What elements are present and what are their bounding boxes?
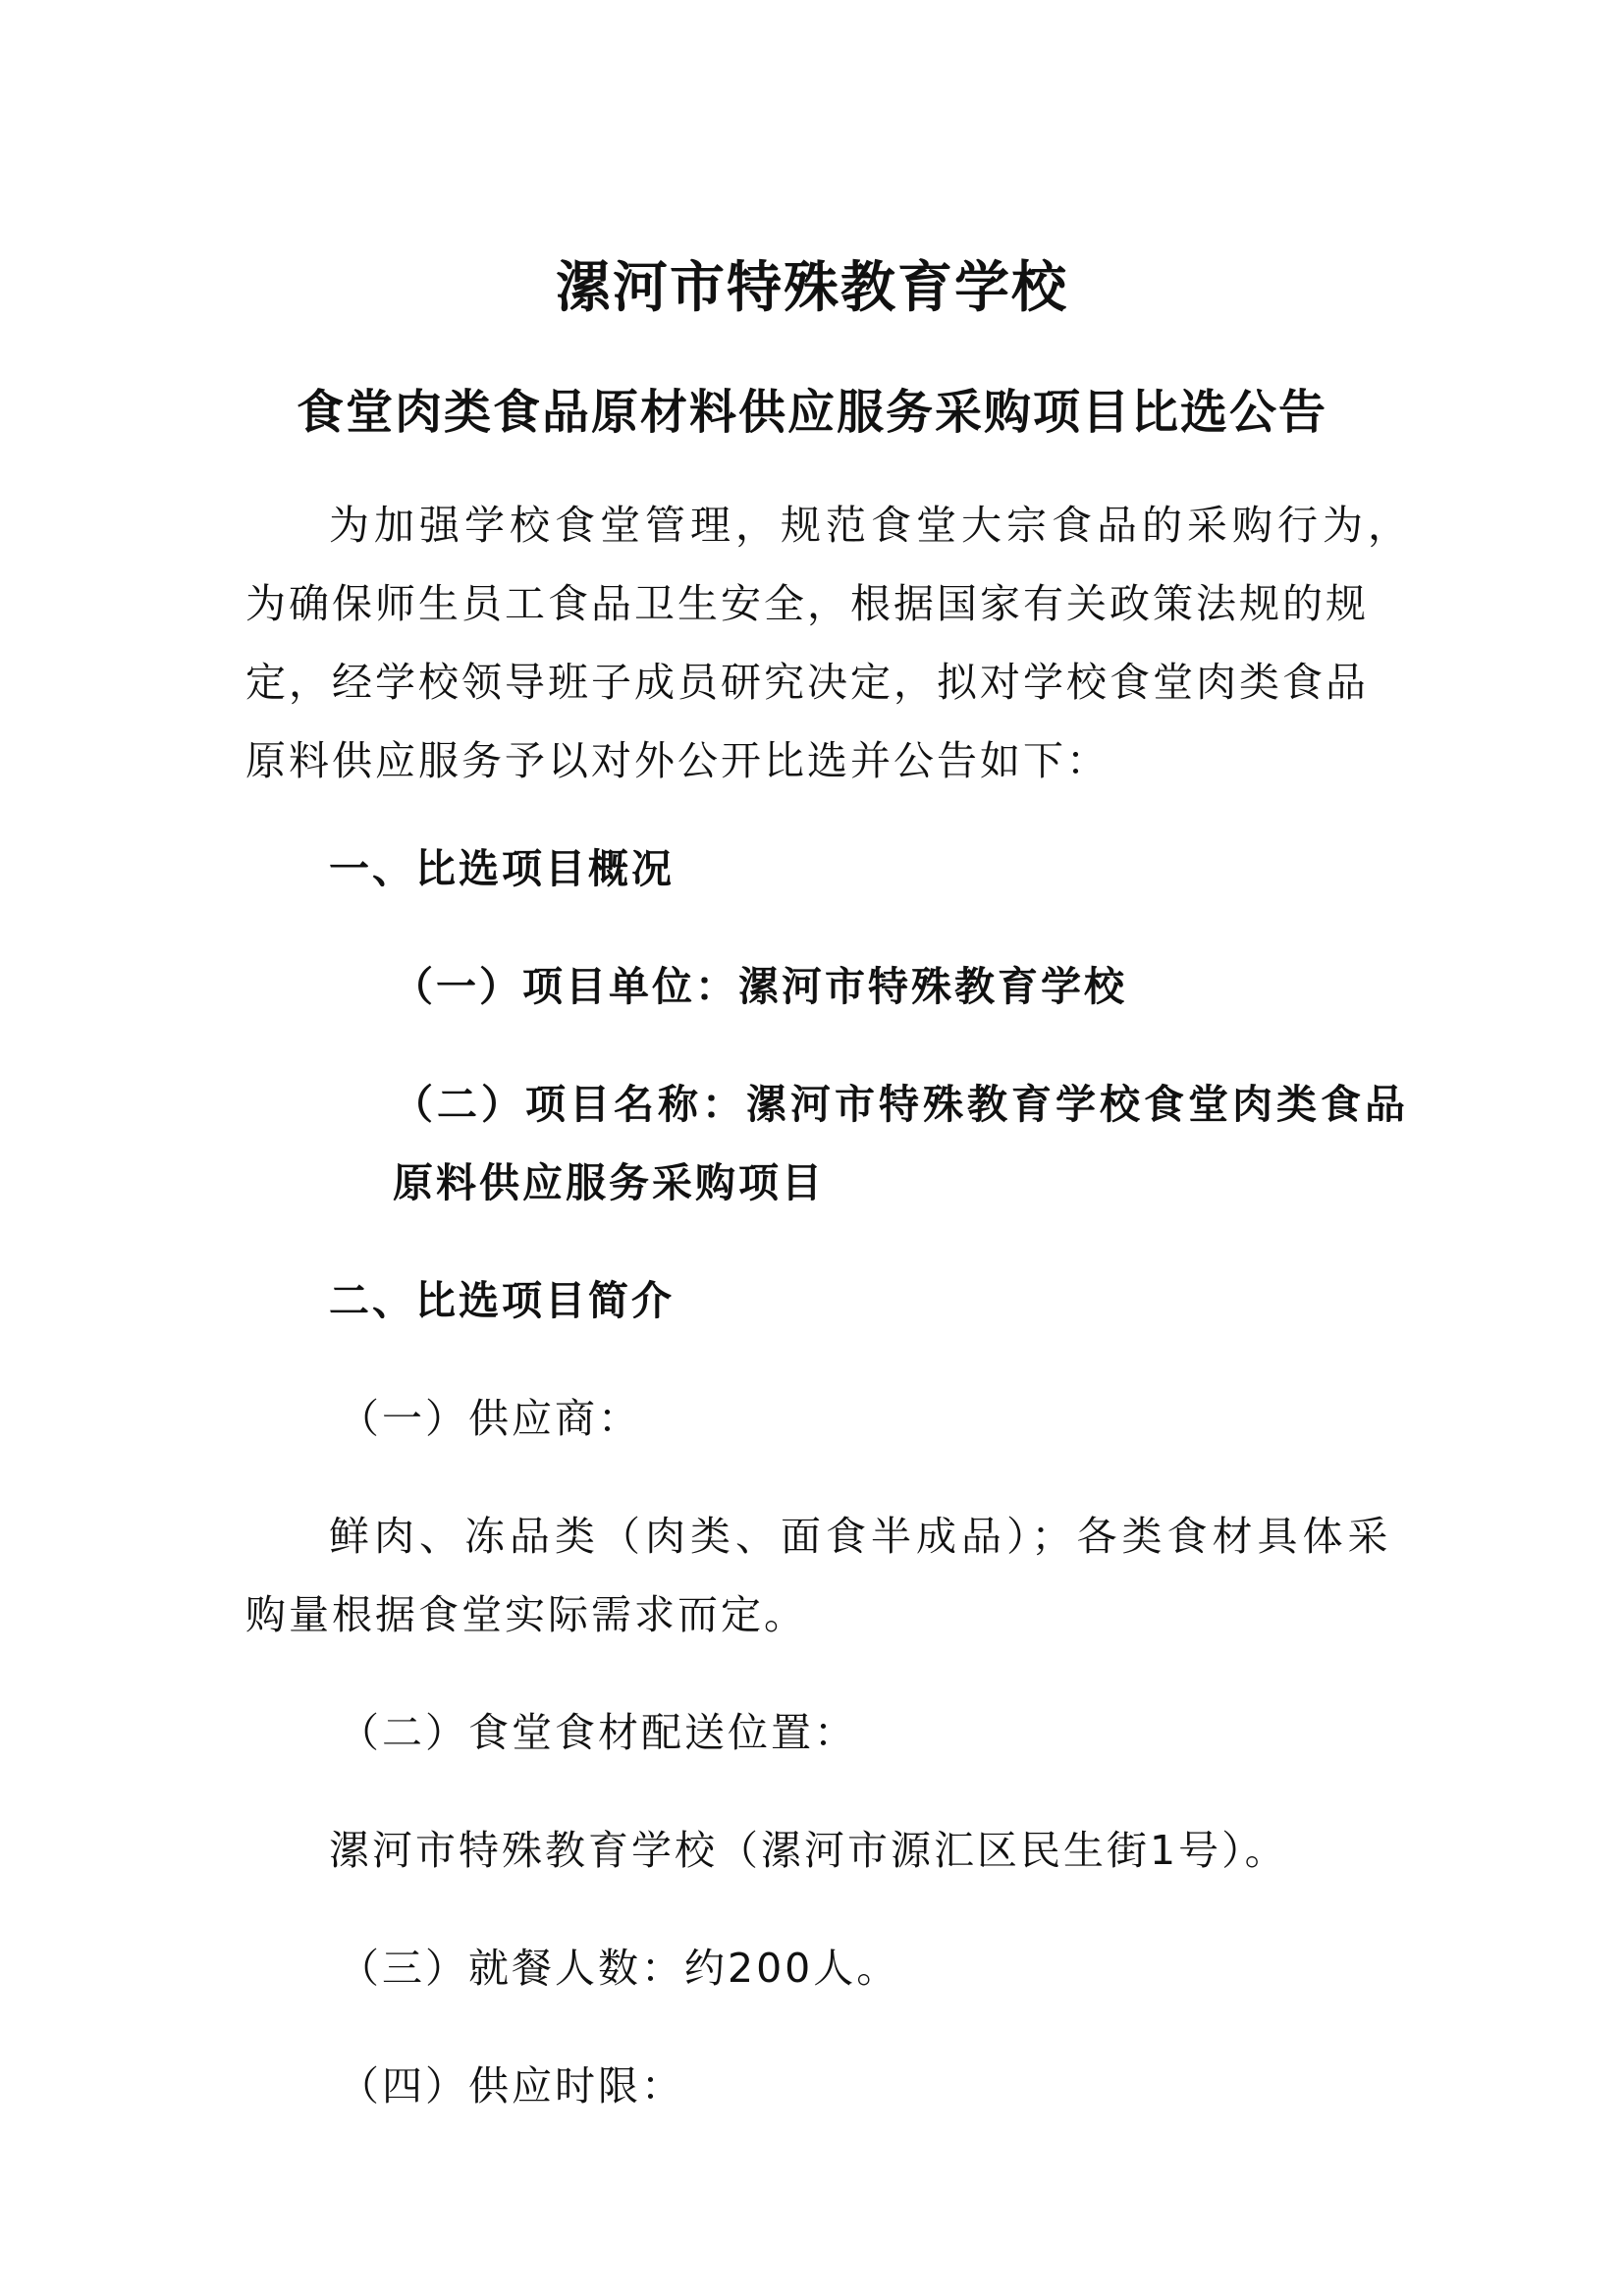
document-title: 漯河市特殊教育学校 (556, 255, 1068, 320)
intro-line-4: 原料供应服务予以对外公开比选并公告如下： (245, 737, 1110, 784)
section-2-sub-4: （四）供应时限： (339, 2062, 684, 2109)
section-2-sub-2: （二）食堂食材配送位置： (339, 1709, 857, 1756)
section-1-item-2-line-1: （二）项目名称：漯河市特殊教育学校食堂肉类食品 (393, 1081, 1409, 1128)
intro-line-2: 为确保师生员工食品卫生安全，根据国家有关政策法规的规 (245, 580, 1369, 627)
section-1-item-2-line-2: 原料供应服务采购项目 (393, 1159, 825, 1206)
section-1-heading: 一、比选项目概况 (329, 845, 675, 892)
section-2-sub-1-text-line-2: 购量根据食堂实际需求而定。 (245, 1591, 807, 1638)
intro-line-1: 为加强学校食堂管理，规范食堂大宗食品的采购行为， (329, 502, 1413, 549)
section-2-sub-3: （三）就餐人数：约200人。 (339, 1945, 900, 1992)
section-1-item-1: （一）项目单位：漯河市特殊教育学校 (393, 963, 1127, 1010)
document-subtitle: 食堂肉类食品原材料供应服务采购项目比选公告 (296, 385, 1327, 440)
section-2-sub-2-text: 漯河市特殊教育学校（漯河市源汇区民生街1号）。 (329, 1827, 1288, 1874)
section-2-heading: 二、比选项目简介 (329, 1277, 675, 1324)
section-2-sub-1: （一）供应商： (339, 1395, 641, 1442)
intro-line-3: 定，经学校领导班子成员研究决定，拟对学校食堂肉类食品 (245, 659, 1369, 706)
section-2-sub-1-text-line-1: 鲜肉、冻品类（肉类、面食半成品）；各类食材具体采 (329, 1513, 1393, 1560)
